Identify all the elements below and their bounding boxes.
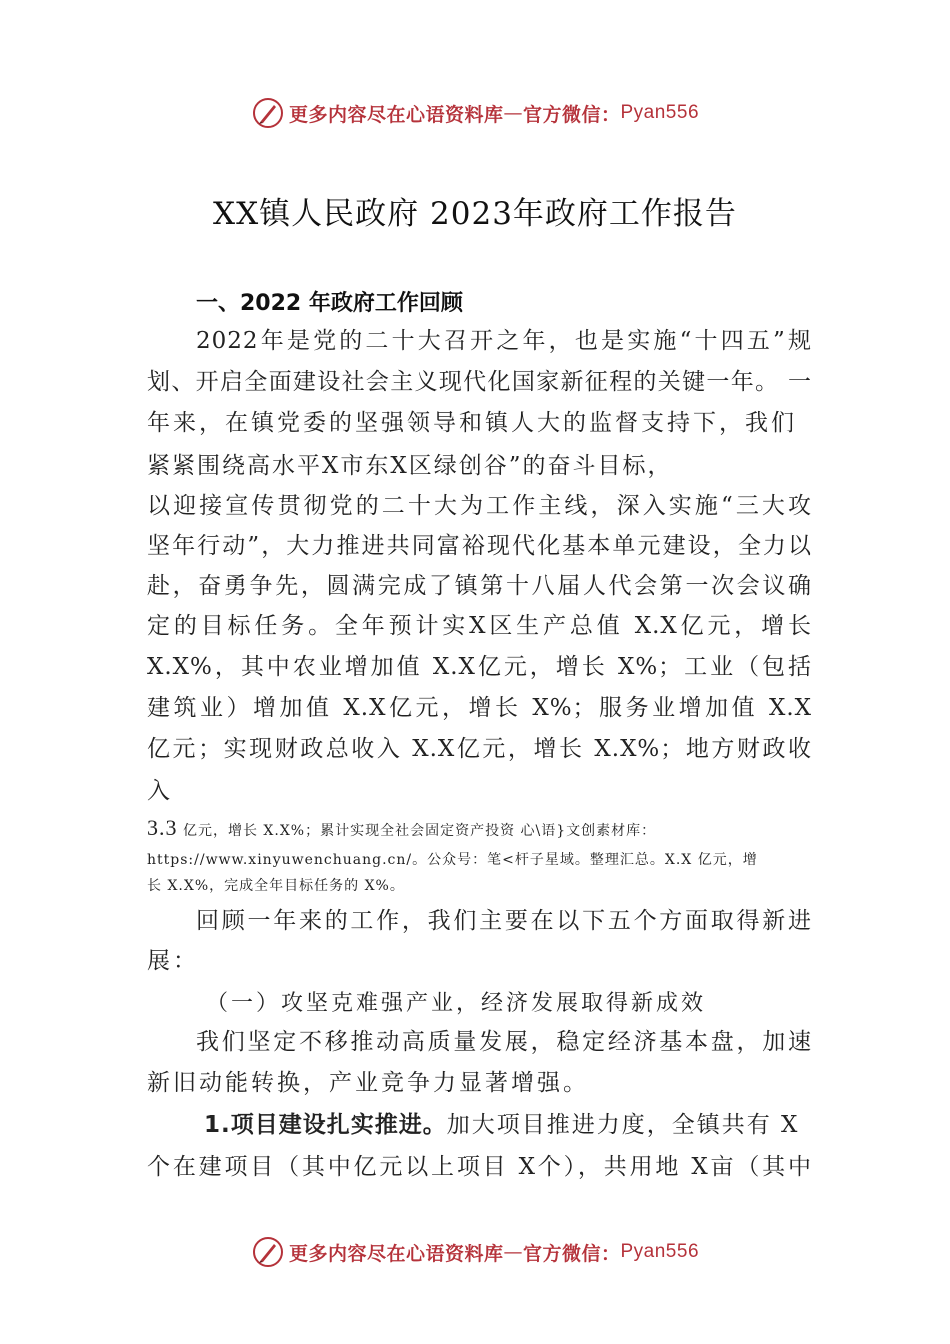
body-line: 划、开启全面建设社会主义现代化国家新征程的关键一年。 一 bbox=[147, 369, 812, 395]
body-line: X.X%，其中农业增加值 X.X亿元，增长 X%；工业（包括 bbox=[147, 654, 812, 680]
body-line: 回顾一年来的工作，我们主要在以下五个方面取得新进 bbox=[196, 908, 812, 934]
body-line: 紧紧围绕高水平X市东X区绿创谷”的奋斗目标， bbox=[147, 453, 673, 479]
small-text-line: https://www.xinyuwenchuang.cn/。公众号：笔<杆子星域。整理汇总。X.X 亿元，增 bbox=[147, 852, 758, 868]
watermark-account: Pyan556 bbox=[620, 102, 700, 123]
item-text: 加大项目推进力度，全镇共有 X bbox=[446, 1112, 800, 1138]
watermark-separator: — bbox=[503, 1241, 523, 1263]
page-title: XX镇人民政府 2023年政府工作报告 bbox=[213, 196, 737, 232]
body-line: 以迎接宣传贯彻党的二十大为工作主线，深入实施“三大攻 bbox=[147, 493, 812, 519]
watermark-text: 更多内容尽在心语资料库 bbox=[288, 1242, 504, 1265]
body-line: 定的目标任务。全年预计实X区生产总值 X.X亿元，增长 bbox=[147, 613, 812, 639]
small-text-line: 长 X.X%，完成全年目标任务的 X%。 bbox=[147, 878, 405, 894]
body-line: 亿元；实现财政总收入 X.X亿元，增长 X.X%；地方财政收 bbox=[147, 736, 812, 762]
watermark-separator: — bbox=[503, 102, 523, 124]
header-watermark bbox=[0, 96, 950, 130]
numbered-item bbox=[204, 1110, 812, 1140]
body-line: 我们坚定不移推动高质量发展，稳定经济基本盘，加速 bbox=[196, 1029, 812, 1055]
item-heading: 1.项目建设扎实推进。 bbox=[204, 1112, 447, 1138]
subsection-heading: （一）攻坚克难强产业，经济发展取得新成效 bbox=[206, 991, 707, 1016]
small-text-line bbox=[147, 816, 812, 843]
body-line: 2022年是党的二十大召开之年，也是实施“十四五”规 bbox=[196, 328, 812, 354]
small-lead-number: 3.3 bbox=[147, 815, 178, 840]
body-line: 坚年行动”，大力推进共同富裕现代化基本单元建设，全力以 bbox=[147, 533, 812, 559]
watermark-text: 更多内容尽在心语资料库 bbox=[288, 103, 504, 126]
body-line: 赴，奋勇争先，圆满完成了镇第十八届人代会第一次会议确 bbox=[147, 573, 812, 599]
body-line: 建筑业）增加值 X.X亿元，增长 X%；服务业增加值 X.X bbox=[147, 695, 812, 721]
section-heading: 一、2022 年政府工作回顾 bbox=[196, 291, 463, 316]
quill-pen-logo-icon bbox=[251, 96, 285, 130]
quill-pen-logo-icon bbox=[251, 1235, 285, 1269]
watermark-account: Pyan556 bbox=[620, 1241, 700, 1262]
small-text: 亿元，增长 X.X%；累计实现全社会固定资产投资 心\语}文创素材库： bbox=[182, 823, 657, 839]
body-line: 新旧动能转换，产业竞争力显著增强。 bbox=[147, 1070, 589, 1096]
watermark-wechat-label: 官方微信： bbox=[522, 103, 621, 126]
footer-watermark bbox=[0, 1235, 950, 1269]
watermark-wechat-label: 官方微信： bbox=[522, 1242, 621, 1265]
body-line: 展： bbox=[147, 948, 199, 974]
body-line: 年来，在镇党委的坚强领导和镇人大的监督支持下，我们 bbox=[147, 410, 797, 436]
body-line: 入 bbox=[147, 778, 173, 804]
body-line: 个在建项目（其中亿元以上项目 X个），共用地 X亩（其中 bbox=[147, 1154, 812, 1180]
